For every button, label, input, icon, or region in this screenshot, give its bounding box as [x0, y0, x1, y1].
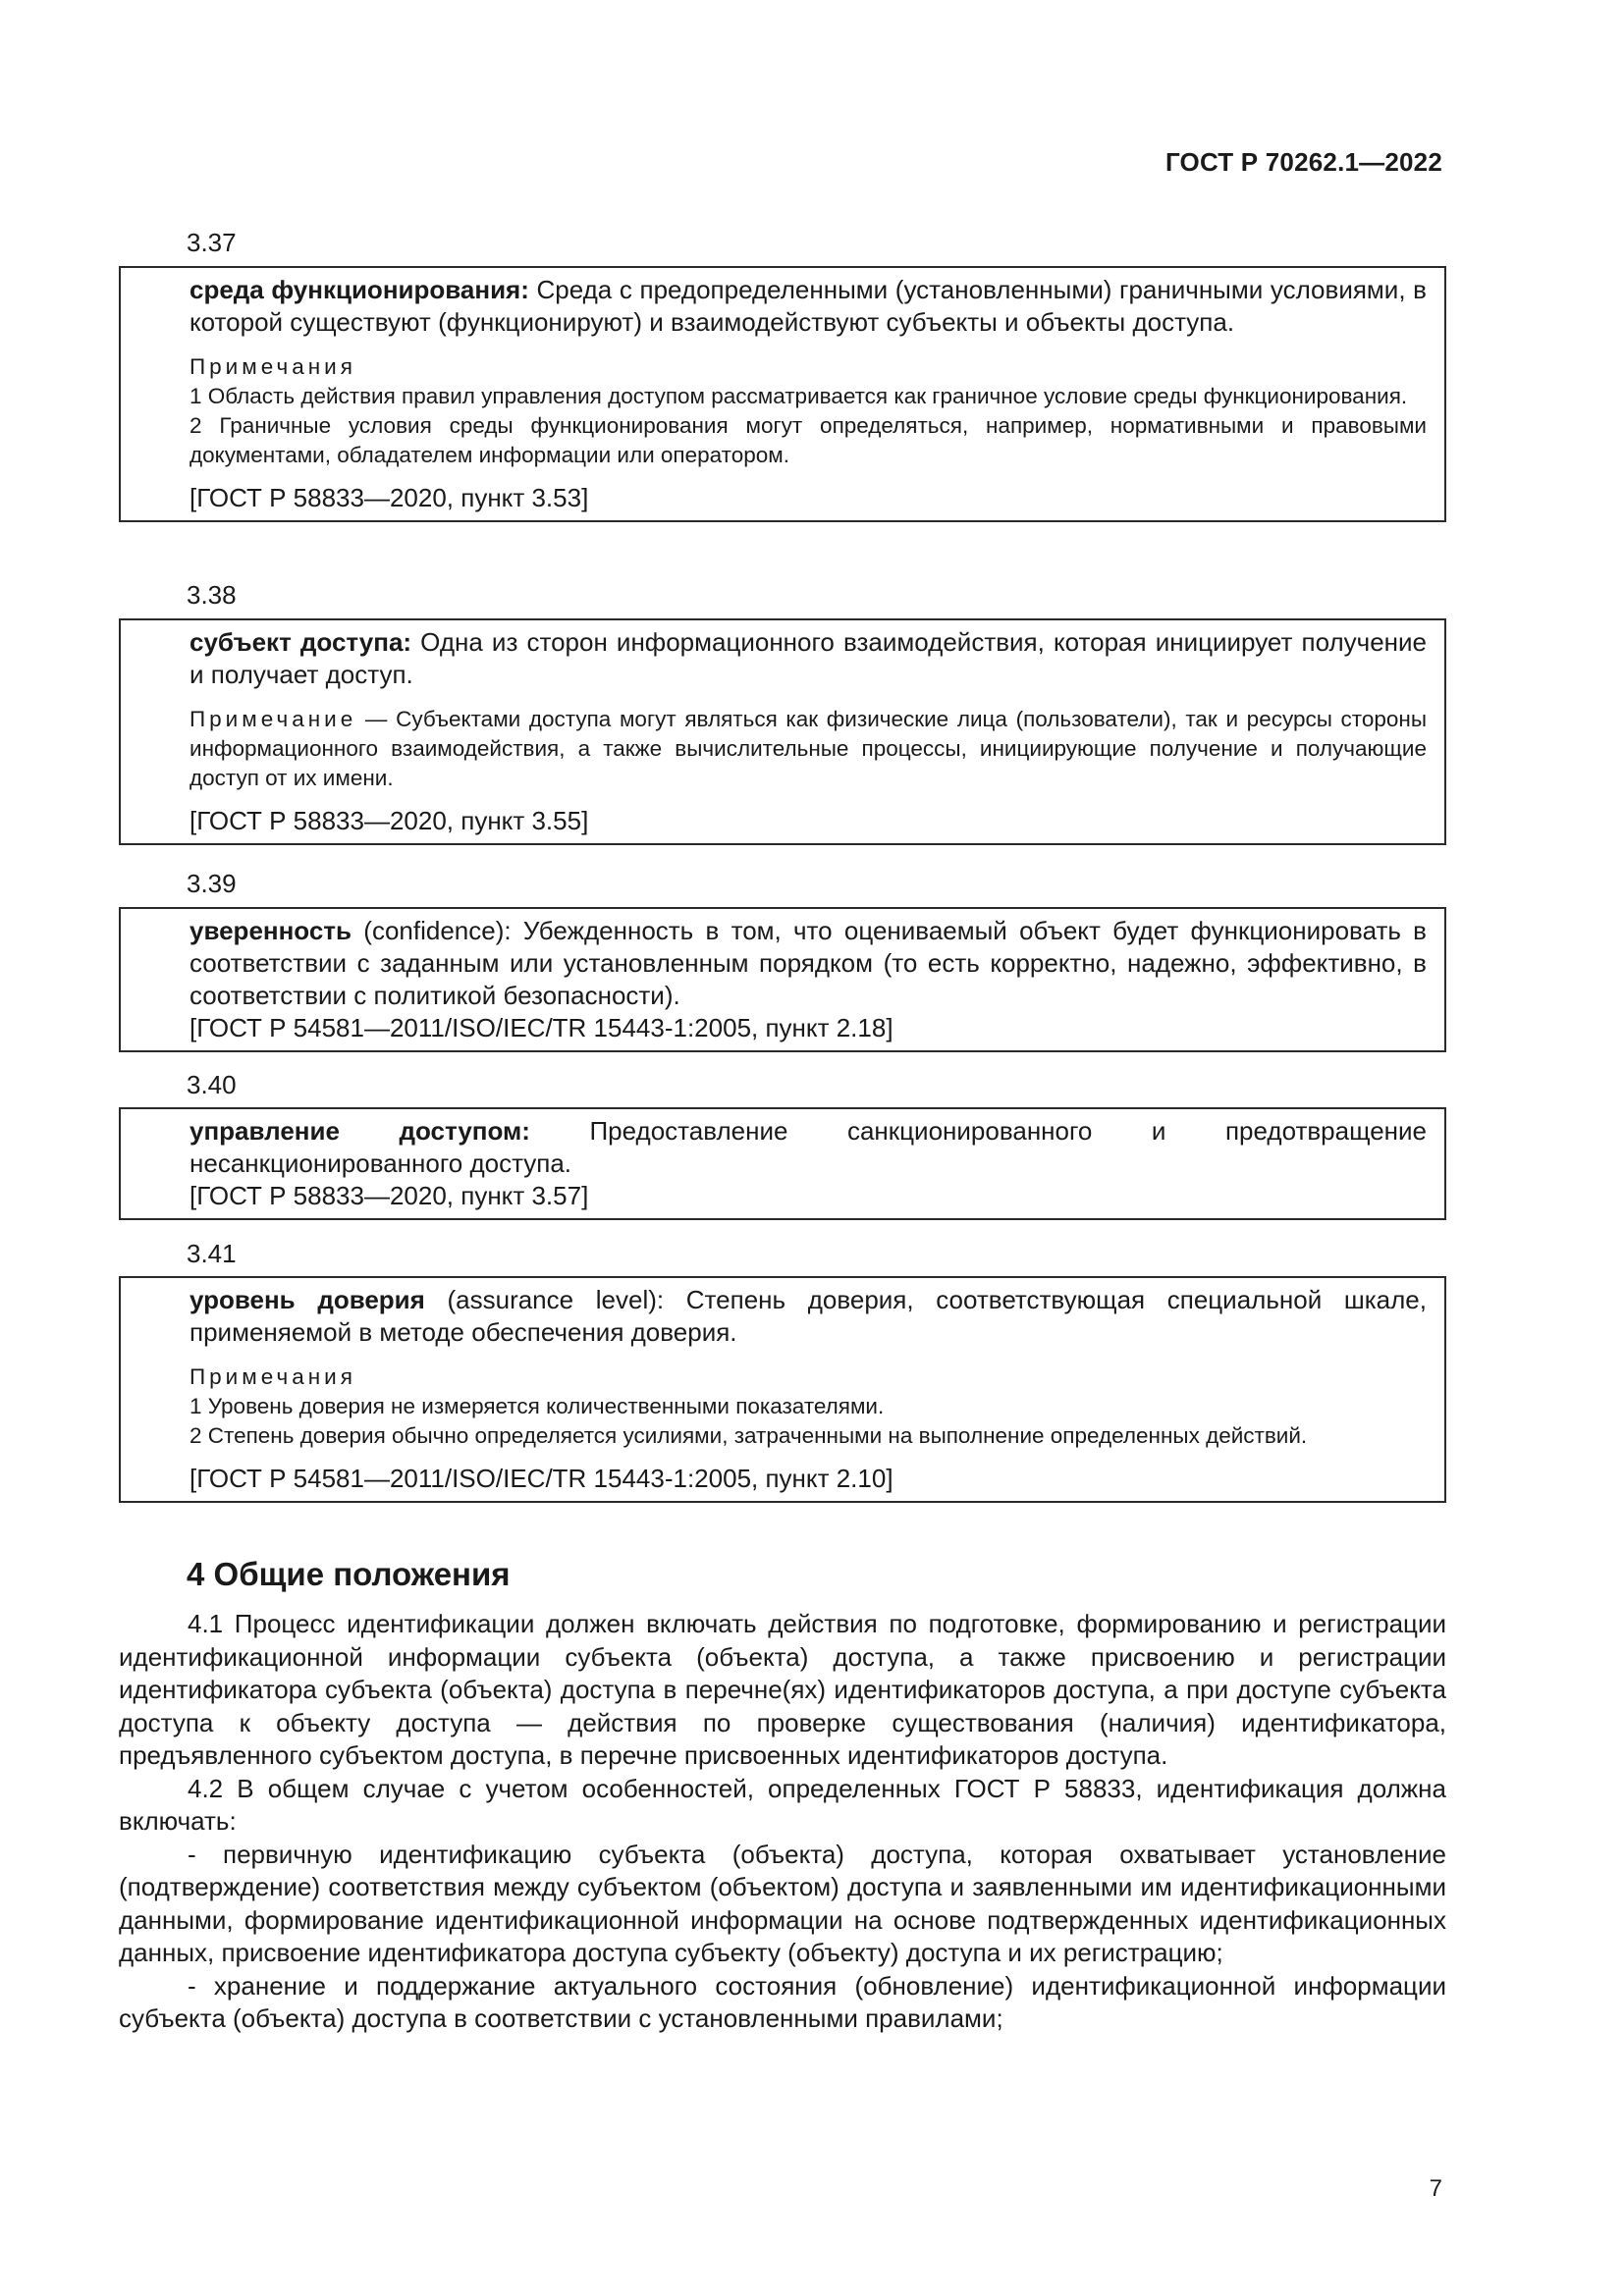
list-item: - первичную идентификацию субъекта (объекта) доступа, которая охватывает установление (подтверждение) соответствия между субъектом (объектом) доступа и заявленными им идентификационными данными, формирование идентификационной информации на основе подтвержденных идентификационных данных, присвоение идентификатора доступа субъекту (объекту) доступа и их регистрацию; [119, 1839, 1446, 1967]
list-item: - хранение и поддержание актуального состояния (обновление) идентификационной информации субъекта (объекта) доступа в соответствии с установленными правилами; [119, 1970, 1446, 2033]
term-definition [189, 274, 1427, 339]
note-item: 2 Степень доверия обычно определяется усилиями, затраченными на выполнение определенных действий. [189, 1423, 1308, 1448]
term-number: 3.40 [187, 1070, 237, 1099]
term-number: 3.37 [187, 228, 237, 257]
note-item: 1 Область действия правил управления доступом рассматривается как граничное условие среды функционирования. [189, 384, 1408, 408]
term-definition [189, 1115, 1427, 1180]
term-definition [189, 915, 1427, 1012]
term-number: 3.38 [187, 580, 237, 610]
term-source: [ГОСТ Р 58833—2020, пункт 3.53] [189, 483, 589, 512]
term-definition-box [119, 1276, 1446, 1503]
term-name: управление доступом: [189, 1116, 530, 1146]
term-definition-box [119, 1107, 1446, 1220]
term-name: субъект доступа: [189, 627, 412, 657]
section-body [119, 1608, 1446, 2036]
term-definition-text: Одна из сторон информационного взаимодействия, которая инициирует получение и получает доступ. [189, 627, 1428, 689]
term-note [189, 705, 1427, 793]
term-definition-box [119, 907, 1446, 1052]
term-name: уровень доверия [189, 1285, 425, 1314]
term-qualifier: (confidence) [352, 916, 505, 945]
term-definition [189, 1284, 1427, 1349]
note-text: — Субъектами доступа могут являться как физические лица (пользователи), так и ресурсы стороны информационного взаимодействия, а также вычислительные процессы, инициирующие получение и получающие доступ от их имени. [189, 707, 1427, 790]
note-item: 2 Граничные условия среды функционирования могут определяться, например, нормативными и правовыми документами, обладателем информации или оператором. [189, 413, 1427, 467]
paragraph: 4.1 Процесс идентификации должен включать действия по подготовке, формированию и регистрации идентификационной информации субъекта (объекта) доступа, а также присвоению и регистрации идентификатора субъекта (объекта) доступа в перечне(ях) идентификаторов доступа, а при доступе субъекта доступа к объекту доступа — действия по проверке существования (наличия) идентификатора, предъявленного субъектом доступа, в перечне присвоенных идентификаторов доступа. [119, 1609, 1446, 1770]
document-code: ГОСТ Р 70262.1—2022 [1164, 147, 1442, 177]
paragraph: 4.2 В общем случае с учетом особенностей, определенных ГОСТ Р 58833, идентификация должна включать: [119, 1773, 1446, 1836]
notes-heading: Примечания [189, 354, 356, 379]
section-heading: 4 Общие положения [187, 1556, 511, 1592]
term-number: 3.41 [187, 1239, 237, 1268]
term-definition-text: : Убежденность в том, что оцениваемый объект будет функционировать в соответствии с заданным или установленным порядком (то есть корректно, надежно, эффективно, в соответствии с политикой безопасности). [189, 916, 1427, 1010]
term-definition [189, 626, 1427, 691]
term-notes [189, 1362, 1427, 1451]
term-name: среда функционирования: [189, 275, 529, 304]
term-source: [ГОСТ Р 54581—2011/ISO/IEC/TR 15443-1:2005, пункт 2.18] [189, 1013, 893, 1042]
term-notes [189, 352, 1427, 470]
term-source: [ГОСТ Р 54581—2011/ISO/IEC/TR 15443-1:2005, пункт 2.10] [189, 1464, 893, 1493]
term-source: [ГОСТ Р 58833—2020, пункт 3.55] [189, 806, 589, 835]
term-definition-text: : Степень доверия, соответствующая специальной шкале, применяемой в методе обеспечения доверия. [189, 1285, 1427, 1347]
note-item: 1 Уровень доверия не измеряется количественными показателями. [189, 1394, 885, 1418]
notes-heading: Примечания [189, 1364, 356, 1389]
term-name: уверенность [189, 916, 352, 945]
term-qualifier: (assurance level) [424, 1285, 657, 1314]
term-number: 3.39 [187, 869, 237, 898]
page-number: 7 [1429, 2175, 1442, 2202]
note-label: Примечание [189, 707, 357, 731]
term-source: [ГОСТ Р 58833—2020, пункт 3.57] [189, 1181, 589, 1210]
term-definition-text: Предоставление санкционированного и предотвращение несанкционированного доступа. [189, 1116, 1427, 1178]
term-definition-text: Среда с предопределенными (установленными) граничными условиями, в которой существуют (функционируют) и взаимодействуют субъекты и объекты доступа. [189, 275, 1427, 337]
term-definition-box [119, 266, 1446, 522]
term-definition-box [119, 618, 1446, 845]
